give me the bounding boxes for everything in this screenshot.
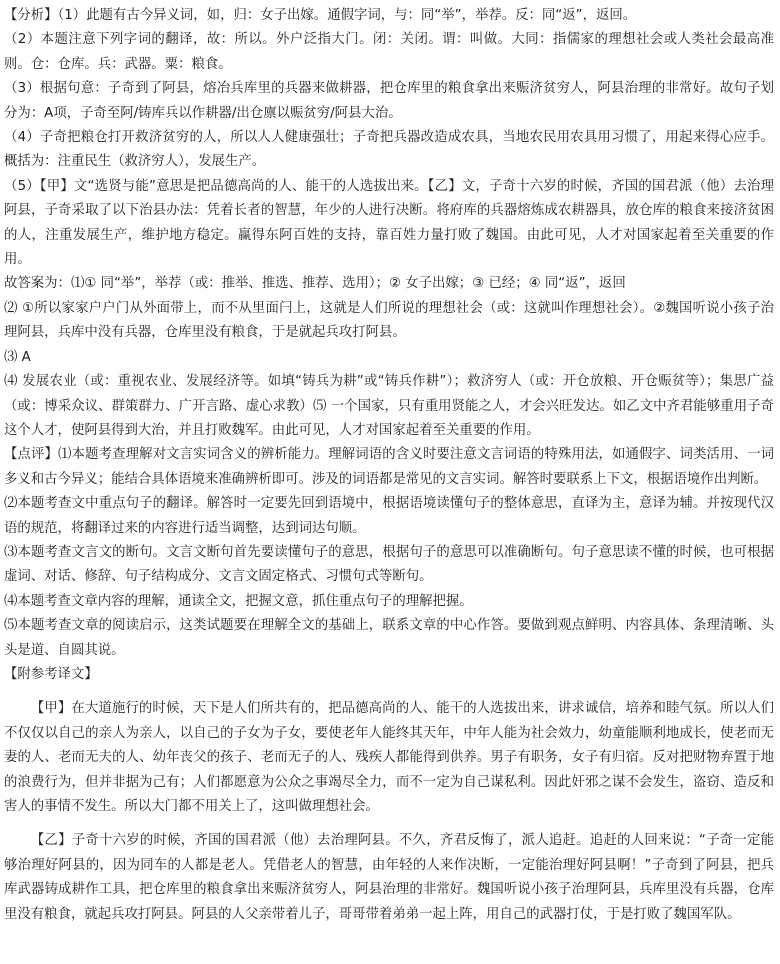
translation-header: 【附参考译文】 <box>4 666 98 682</box>
answer-1: 故答案为：⑴① 同“举”，举荐（或：推举、推选、推荐、选用）；② 女子出嫁；③ 已经；④ 同“返”，返回 <box>4 276 626 292</box>
comment-4: ⑷本题考查文章内容的理解，通读全文，把握文意，抓住重点句子的理解把握。 <box>4 593 473 609</box>
translation-yi: 【乙】子奇十六岁的时候，齐国的国君派（他）去治理阿县。不久，齐君反悔了，派人追赶。追赶的人回来说：“子奇一定能够治理好阿县的，因为同车的人都是老人。凭借老人的智慧，由年轻的人来作决断，一定能治理好阿县啊！”子奇到了阿县，把兵库武器铸成耕作工具，把仓库里的粮食拿出来赈济贫穷人，阿县治理的非常好。魏国听说小孩子治理阿县，兵库里没有兵器，仓库里没有粮食，就起兵攻打阿县。阿县的人父亲带着儿子，哥哥带着弟弟一起上阵，用自己的武器打仗，于是打败了魏国军队。 <box>4 833 774 922</box>
comment-1: 【点评】⑴本题考查理解对文言实词含义的辨析能力。理解词语的含义时要注意文言词语的特殊用法，如通假字、词类活用、一词多义和古今异义；能结合具体语境来准确辨析即可。涉及的词语都是常见的文言实词。解答时要联系上下文，根据语境作出判断。 <box>4 447 774 487</box>
analysis-paragraph-5: （5）【甲】文“选贤与能”意思是把品德高尚的人、能干的人选拔出来。【乙】文，子奇十六岁的时候，齐国的国君派（他）去治理阿县，子奇采取了以下治县办法：凭着长者的智慧，年少的人进行决断。将府库的兵器熔炼成农耕器具，放仓库的粮食来接济贫困的人，注重发展生产，维护地方稳定。赢得东阿百姓的支持，靠百姓力量打败了魏国。由此可见，人才对国家起着至关重要的作用。 <box>4 178 774 268</box>
answer-3-value: A <box>21 349 31 365</box>
analysis-paragraph-1: 【分析】（1）此题有古今异义词，如，归：女子出嫁。通假字词，与：同“举”，举荐。反：同“返”，返回。 <box>4 8 637 23</box>
answer-4-5: ⑷ 发展农业（或：重视农业、发展经济等。如填“铸兵为耕”或“铸兵作耕”）；救济穷人（或：开仓放粮、开仓赈贫等）；集思广益（或：博采众议、群策群力、广开言路、虚心求教）⑸ 一个国家，只有重用贤能之人，才会兴旺发达。如乙文中齐君能够重用子奇这个人才，使阿县得到大治，并且打败魏军。由此可见，人才对国家起着至关重要的作用。 <box>4 374 774 438</box>
answer-2: ⑵ ①所以家家户户门从外面带上，而不从里面闩上，这就是人们所说的理想社会（或：这就叫作理想社会）。②魏国听说小孩子治理阿县，兵库中没有兵器，仓库里没有粮食，于是就起兵攻打阿县。 <box>4 300 774 341</box>
analysis-paragraph-4: （4）子奇把粮仓打开救济贫穷的人，所以人人健康强壮；子奇把兵器改造成农具，当地农民用农具用习惯了，用起来得心应手。概括为：注重民生（救济穷人），发展生产。 <box>4 130 774 170</box>
answer-3-label: ⑶ <box>4 349 18 365</box>
comment-3: ⑶本题考查文言文的断句。文言文断句首先要读懂句子的意思，根据句子的意思可以准确断句。句子意思读不懂的时候，也可根据虚词、对话、修辞、句子结构成分、文言文固定格式、习惯句式等断句。 <box>4 544 774 585</box>
analysis-paragraph-2: （2）本题注意下列字词的翻译，故：所以。外户泛指大门。闭：关闭。谓：叫做。大同：指儒家的理想社会或人类社会最高准则。仓：仓库。兵：武器。粟：粮食。 <box>4 32 774 72</box>
comment-2: ⑵本题考查文中重点句子的翻译。解答时一定要先回到语境中，根据语境读懂句子的整体意思，直译为主，意译为辅。并按现代汉语的规范，将翻译过来的内容进行适当调整，达到词达句顺。 <box>4 496 774 536</box>
translation-jia: 【甲】在大道施行的时候，天下是人们所共有的，把品德高尚的人、能干的人选拔出来，讲求诚信，培养和睦气氛。所以人们不仅仅以自己的亲人为亲人，以自己的子女为子女，要使老年人能终其天年，中年人能为社会效力，幼童能顺利地成长，使老而无妻的人、老而无夫的人、幼年丧父的孩子、老而无子的人、残疾人都能得到供养。男子有职务，女子有归宿。反对把财物弃置于地的浪费行为，但并非据为己有；人们都愿意为公众之事竭尽全力，而不一定为自己谋私利。因此奸邪之谋不会发生，盗窃、造反和害人的事情不发生。所以大门都不用关上了，这叫做理想社会。 <box>4 701 774 814</box>
analysis-paragraph-3: （3）根据句意：子奇到了阿县，熔冶兵库里的兵器来做耕器，把仓库里的粮食拿出来赈济贫穷人，阿县治理的非常好。故句子划分为：A项，子奇至阿/铸库兵以作耕器/出仓廪以赈贫穷/阿县大治。 <box>4 81 774 121</box>
comment-5: ⑸本题考查文章的阅读启示，这类试题要在理解全文的基础上，联系文章的中心作答。要做到观点鲜明、内容具体、条理清晰、头头是道、自圆其说。 <box>4 618 774 658</box>
answer-3 <box>4 346 774 370</box>
